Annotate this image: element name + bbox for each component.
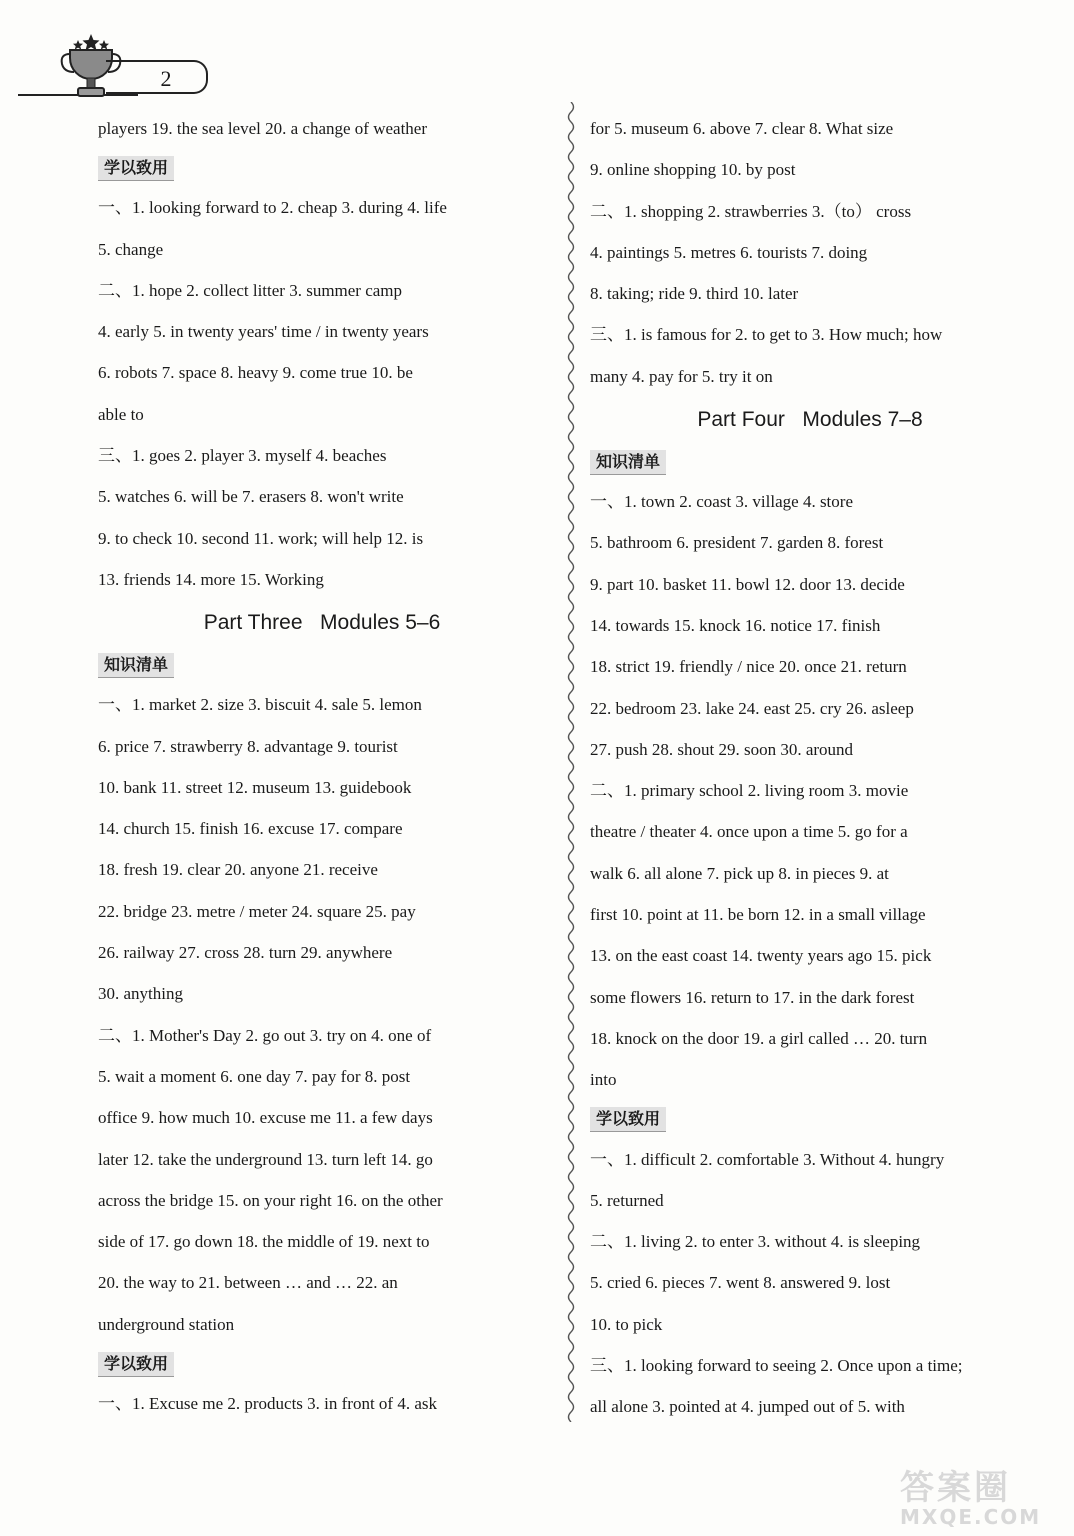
answer-line: able to [98,404,144,424]
answer-line: 9. to check 10. second 11. work; will help 12. is [98,528,424,548]
answer-line: 二、1. Mother's Day 2. go out 3. try on 4. one of [98,1025,432,1045]
answer-line: 13. friends 14. more 15. Working [98,569,324,589]
answer-line: walk 6. all alone 7. pick up 8. in pieces 9. at [590,863,889,883]
answer-line: 6. robots 7. space 8. heavy 9. come true 10. be [98,363,413,383]
answer-line: for 5. museum 6. above 7. clear 8. What size [590,119,894,138]
answer-line: 9. part 10. basket 11. bowl 12. door 13. decide [590,574,905,594]
answer-line: office 9. how much 10. excuse me 11. a few days [98,1108,433,1128]
answer-line: 一、1. difficult 2. comfortable 3. Without 4. hungry [590,1149,945,1169]
answer-line: 26. railway 27. cross 28. turn 29. anywhere [98,943,393,963]
answer-line: 5. bathroom 6. president 7. garden 8. forest [590,533,884,553]
answer-line: 6. price 7. strawberry 8. advantage 9. tourist [98,736,398,756]
answer-line: 22. bedroom 23. lake 24. east 25. cry 26. asleep [590,698,914,718]
answer-line: 8. taking; ride 9. third 10. later [590,284,799,304]
answer-line: 4. paintings 5. metres 6. tourists 7. doing [590,242,868,262]
left-column [98,108,546,1424]
answer-line: some flowers 16. return to 17. in the dark forest [590,987,915,1007]
part-title: Part Four Modules 7–8 [697,408,923,432]
answer-line: 5. cried 6. pieces 7. went 8. answered 9. lost [590,1273,891,1293]
answer-line: 二、1. primary school 2. living room 3. movie [590,781,909,801]
watermark-top-text: 答案圈 [900,1468,1011,1508]
part-title: Part Three Modules 5–6 [203,611,441,635]
answer-line: 18. knock on the door 19. a girl called … 20. turn [590,1028,928,1048]
section-label-text: 学以致用 [98,1352,174,1377]
section-label [98,149,546,187]
answer-line: 三、1. is famous for 2. to get to 3. How much; how [590,325,943,345]
answer-line: 18. strict 19. friendly / nice 20. once 21. return [590,657,907,677]
answer-line: 14. church 15. finish 16. excuse 17. compare [98,819,403,839]
answer-line: many 4. pay for 5. try it on [590,366,773,386]
watermark-logo [900,1460,1070,1532]
answer-line: 13. on the east coast 14. twenty years ago 15. pick [590,946,932,966]
section-label-text: 知识清单 [590,450,666,475]
answer-line: across the bridge 15. on your right 16. on the other [98,1190,443,1210]
answer-line: theatre / theater 4. once upon a time 5. go for a [590,822,908,842]
answer-line: 一、1. Excuse me 2. products 3. in front of 4. ask [98,1394,437,1414]
watermark-bottom-text: MXQE.COM [900,1505,1042,1529]
section-label [98,646,546,684]
right-column [590,108,1030,1428]
answer-line: 5. wait a moment 6. one day 7. pay for 8. post [98,1066,411,1086]
answer-line: 10. to pick [590,1314,663,1334]
answer-line: 5. returned [590,1190,664,1210]
answer-line: 4. early 5. in twenty years' time / in twenty years [98,322,429,342]
answer-line: later 12. take the underground 13. turn left 14. go [98,1149,433,1169]
answer-line: 14. towards 15. knock 16. notice 17. finish [590,615,881,635]
section-label [590,1101,1030,1139]
answer-line: players 19. the sea level 20. a change of weather [98,119,427,138]
section-label-text: 知识清单 [98,653,174,678]
section-label [98,1345,546,1383]
section-label [590,443,1030,481]
answer-line: 一、1. looking forward to 2. cheap 3. during 4. life [98,198,447,218]
answer-line: 30. anything [98,984,183,1004]
answer-line: 二、1. living 2. to enter 3. without 4. is sleeping [590,1232,921,1252]
answer-line: underground station [98,1314,235,1334]
answer-line: 一、1. market 2. size 3. biscuit 4. sale 5. lemon [98,695,422,715]
answer-line: 22. bridge 23. metre / meter 24. square 25. pay [98,901,416,921]
answer-line: 三、1. goes 2. player 3. myself 4. beaches [98,446,387,466]
answer-line: side of 17. go down 18. the middle of 19. next to [98,1232,430,1252]
answer-line: 三、1. looking forward to seeing 2. Once upon a time; [590,1356,963,1376]
answer-line: 一、1. town 2. coast 3. village 4. store [590,492,853,512]
column-divider [564,102,578,1422]
page-number: 2 [106,60,208,94]
page-header [18,30,218,105]
answer-line: 10. bank 11. street 12. museum 13. guidebook [98,777,412,797]
section-label-text: 学以致用 [590,1107,666,1132]
answer-line: 5. change [98,239,164,259]
section-label-text: 学以致用 [98,156,174,181]
answer-line: all alone 3. pointed at 4. jumped out of 5. with [590,1397,905,1417]
answer-line: 27. push 28. shout 29. soon 30. around [590,739,854,759]
answer-line: 5. watches 6. will be 7. erasers 8. won't write [98,487,404,507]
answer-line: 二、1. shopping 2. strawberries 3.（to） cross [590,201,912,221]
answer-line: 18. fresh 19. clear 20. anyone 21. receive [98,860,378,880]
answer-line: 二、1. hope 2. collect litter 3. summer camp [98,280,403,300]
answer-line: 9. online shopping 10. by post [590,160,796,180]
answer-line: first 10. point at 11. be born 12. in a small village [590,905,926,925]
answer-line: into [590,1070,617,1090]
answer-line: 20. the way to 21. between … and … 22. an [98,1273,398,1293]
